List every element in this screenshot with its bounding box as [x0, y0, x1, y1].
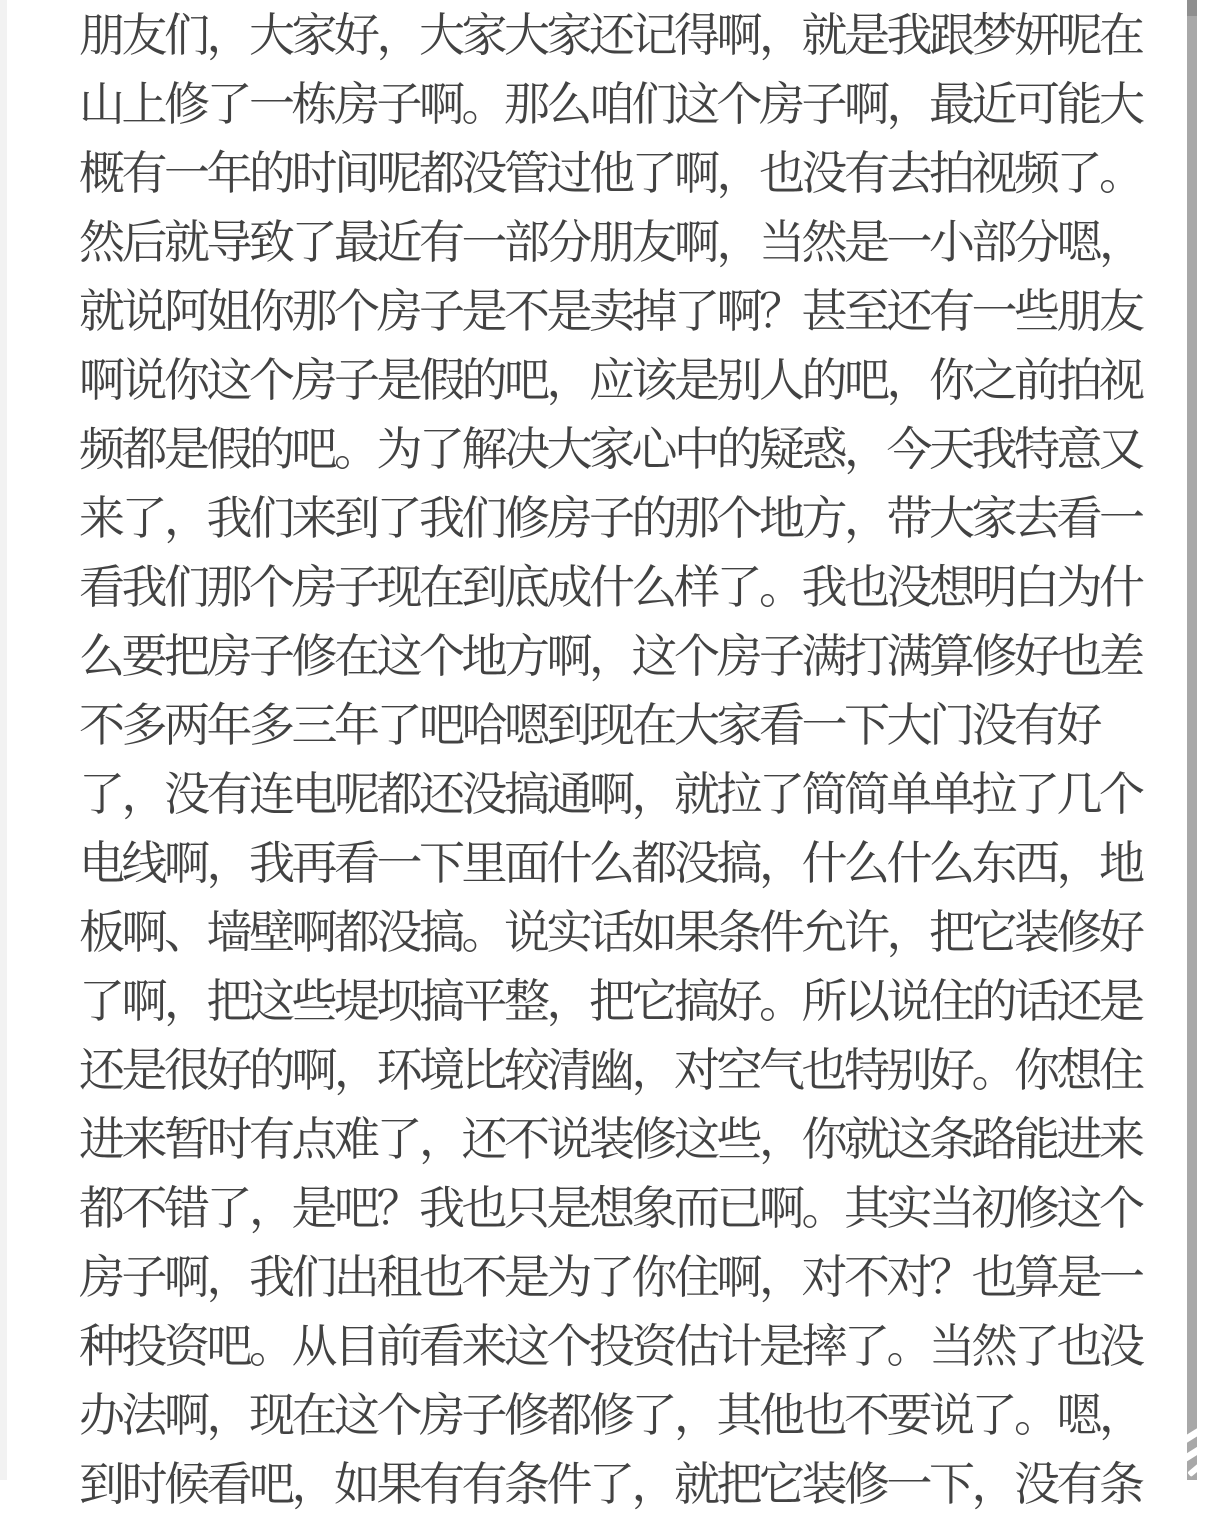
watermark-stroke	[1179, 1426, 1205, 1446]
text-line: 了，没有连电呢都还没搞通啊，就拉了简简单单拉了几个	[79, 767, 1142, 821]
text-line: 山上修了一栋房子啊。那么咱们这个房子啊，最近可能大	[79, 77, 1142, 131]
watermark-stroke	[1187, 1461, 1205, 1477]
text-line: 看我们那个房子现在到底成什么样了。我也没想明白为什	[79, 560, 1142, 614]
text-line: 进来暂时有点难了，还不说装修这些，你就这条路能进来	[79, 1112, 1142, 1166]
text-line: 到时候看吧，如果有有条件了，就把它装修一下，没有条	[79, 1457, 1142, 1511]
text-line: 概有一年的时间呢都没管过他了啊，也没有去拍视频了。	[79, 146, 1142, 200]
text-line: 板啊、墙壁啊都没搞。说实话如果条件允许，把它装修好	[79, 905, 1142, 959]
text-line: 办法啊，现在这个房子修都修了，其他也不要说了。嗯，	[79, 1388, 1142, 1442]
text-line: 来了，我们来到了我们修房子的那个地方，带大家去看一	[79, 491, 1142, 545]
text-line: 都不错了，是吧？我也只是想象而已啊。其实当初修这个	[79, 1181, 1142, 1235]
scrollbar[interactable]	[1187, 0, 1197, 1480]
text-line: 么要把房子修在这个地方啊，这个房子满打满算修好也差	[79, 629, 1142, 683]
text-line: 然后就导致了最近有一部分朋友啊，当然是一小部分嗯，	[79, 215, 1142, 269]
text-line: 电线啊，我再看一下里面什么都没搞，什么什么东西，地	[79, 836, 1142, 890]
text-line: 就说阿姐你那个房子是不是卖掉了啊？甚至还有一些朋友	[79, 284, 1142, 338]
transcript-text-block	[79, 1, 1159, 1519]
text-line: 了啊，把这些堤坝搞平整，把它搞好。所以说住的话还是	[79, 974, 1142, 1028]
text-line: 啊说你这个房子是假的吧，应该是别人的吧，你之前拍视	[79, 353, 1142, 407]
text-line: 频都是假的吧。为了解决大家心中的疑惑，今天我特意又	[79, 422, 1142, 476]
text-line: 还是很好的啊，环境比较清幽，对空气也特别好。你想住	[79, 1043, 1142, 1097]
left-edge-shade	[0, 0, 7, 1480]
text-line: 不多两年多三年了吧哈嗯到现在大家看一下大门没有好	[79, 698, 1099, 752]
watermark-stroke	[1181, 1444, 1205, 1463]
text-line: 朋友们，大家好，大家大家还记得啊，就是我跟梦妍呢在	[79, 8, 1142, 62]
text-line: 种投资吧。从目前看来这个投资估计是摔了。当然了也没	[79, 1319, 1142, 1373]
scrollbar-top-cap	[1187, 0, 1197, 16]
watermark-mark	[1177, 1424, 1206, 1480]
text-line: 房子啊，我们出租也不是为了你住啊，对不对？也算是一	[79, 1250, 1142, 1304]
